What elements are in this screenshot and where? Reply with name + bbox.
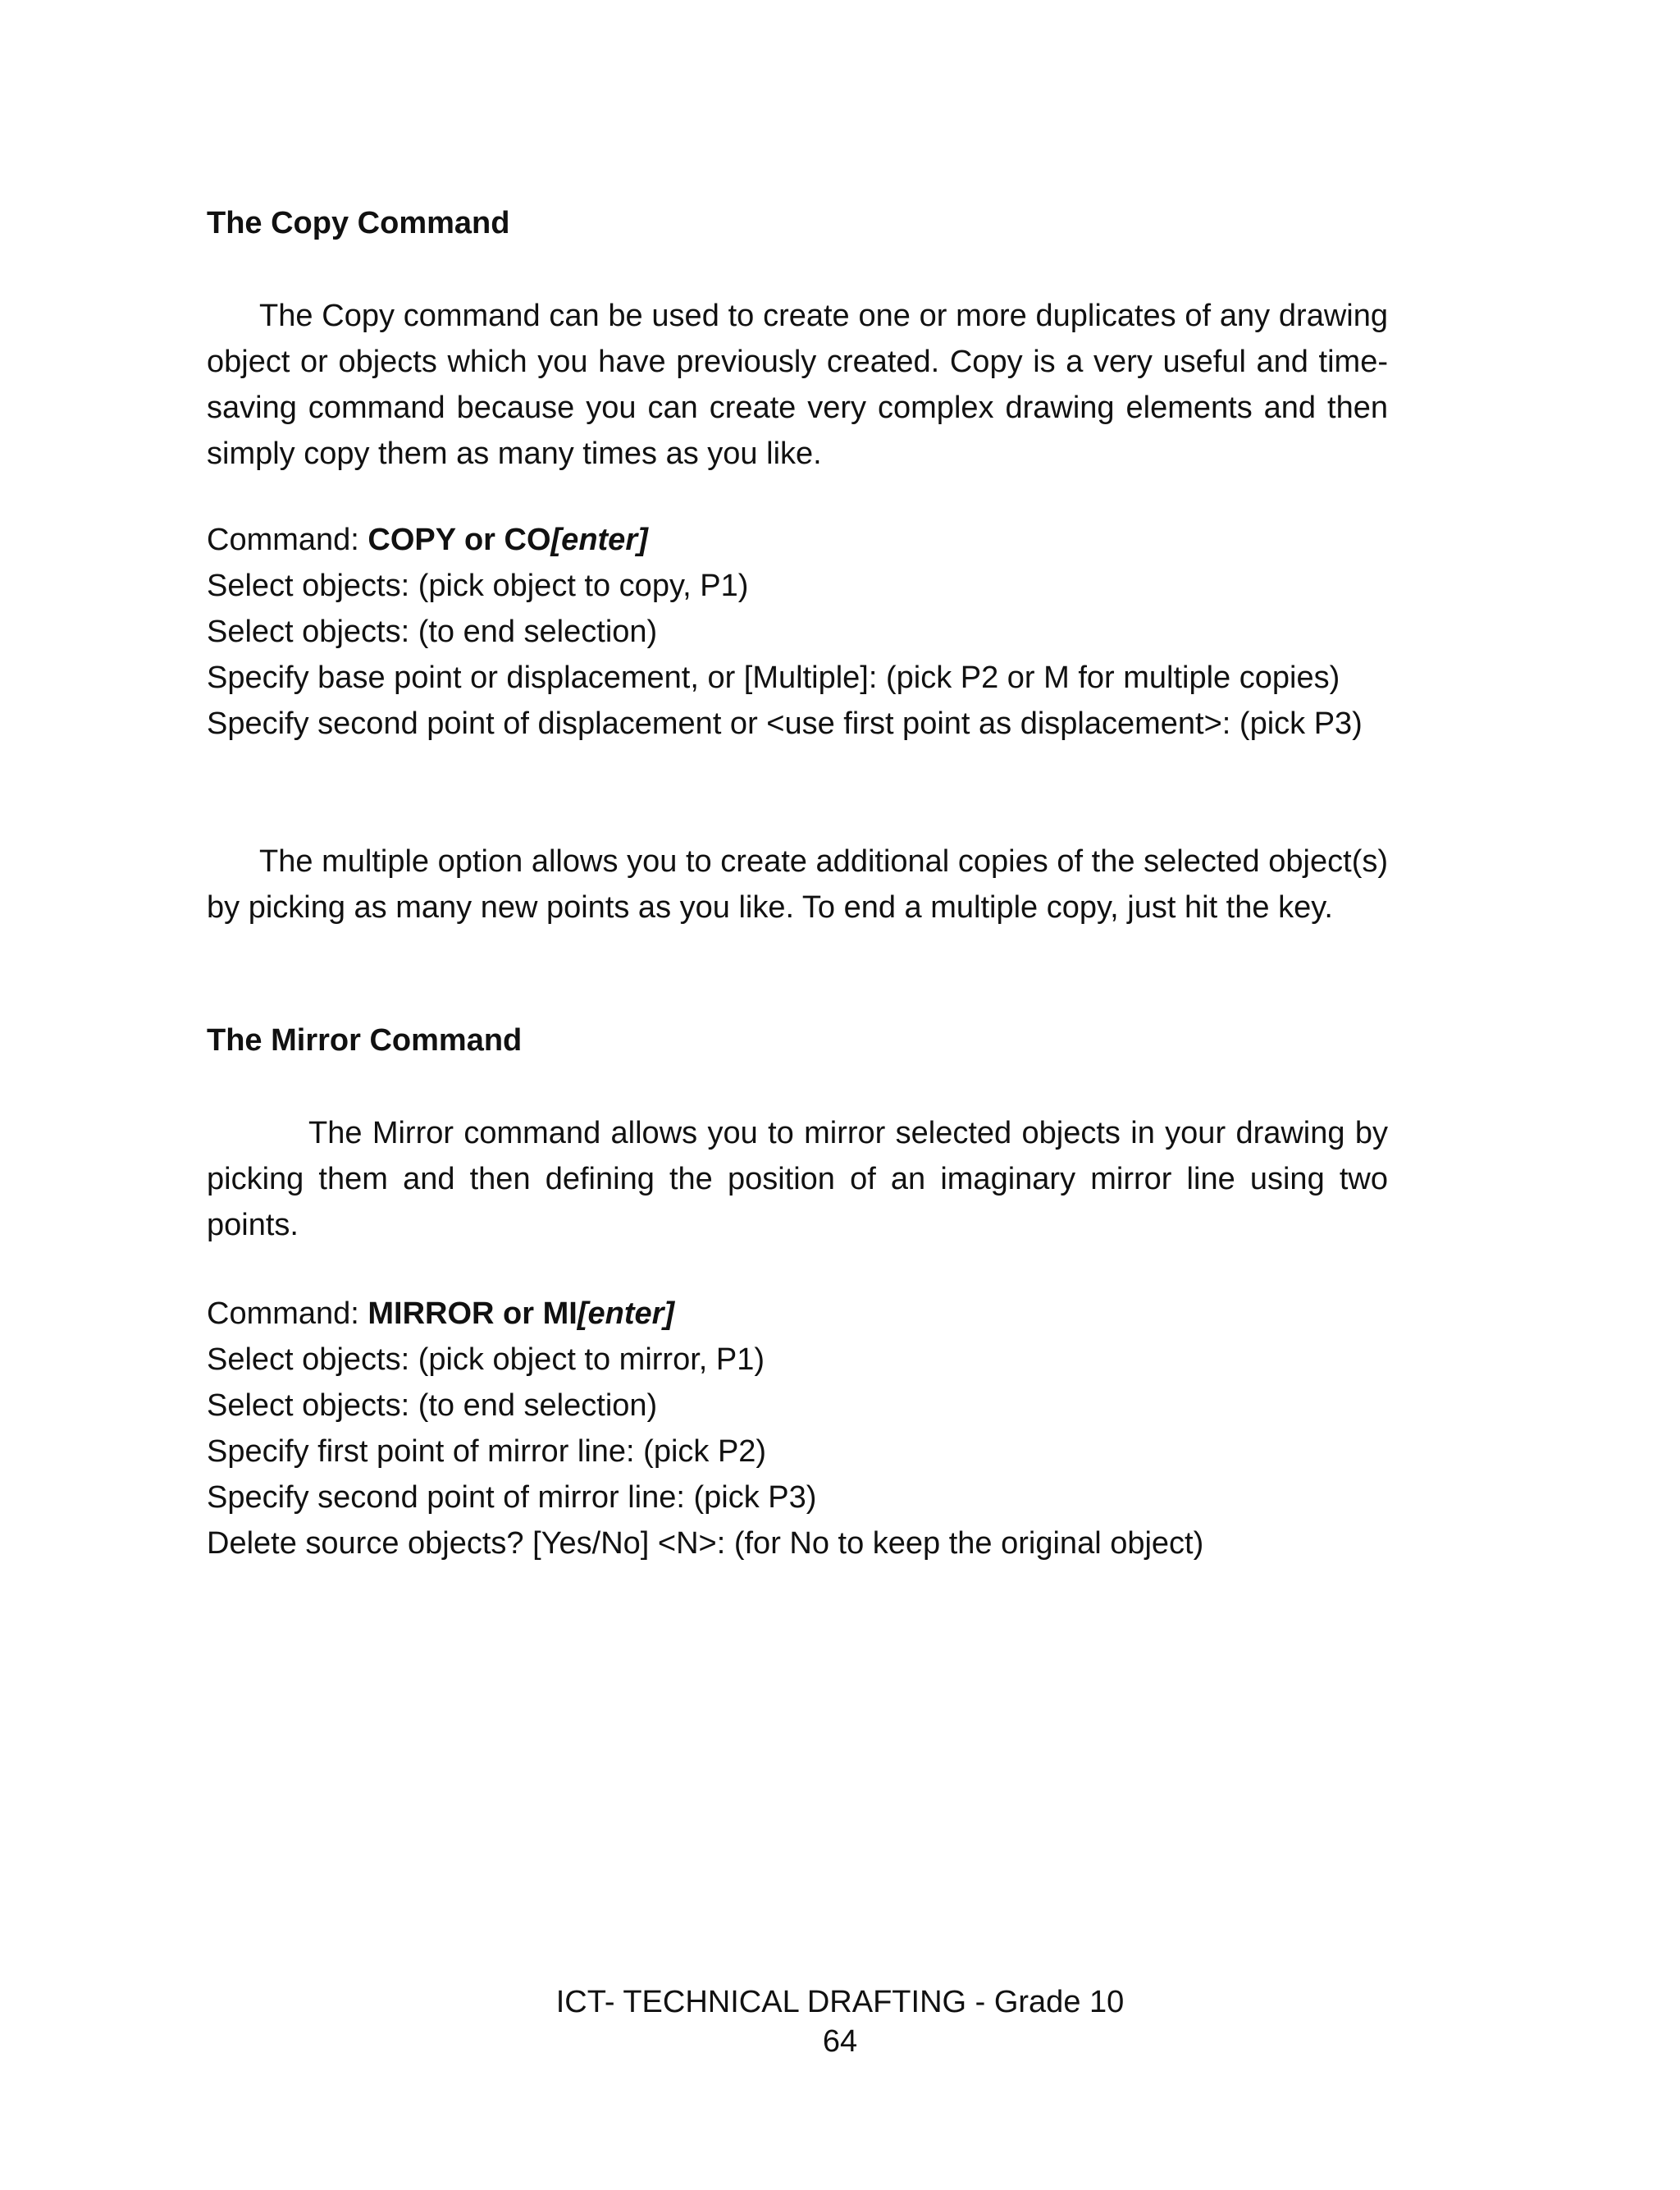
mirror-command-enter: [enter] <box>577 1296 675 1331</box>
copy-step-2: Select objects: (to end selection) <box>207 615 658 649</box>
copy-command-line <box>207 517 1388 563</box>
mirror-step-1: Select objects: (pick object to mirror, P1) <box>207 1342 765 1377</box>
command-label: Command: <box>207 1296 368 1331</box>
copy-command-syntax <box>207 517 1388 747</box>
mirror-command-syntax <box>207 1291 1388 1566</box>
mirror-command-description: The Mirror command allows you to mirror selected objects in your drawing by picking them and then defining the position of an imaginary mirror line using two points. <box>207 1116 1388 1242</box>
mirror-step-4: Specify second point of mirror line: (pick P3) <box>207 1480 817 1515</box>
mirror-command-line <box>207 1291 1388 1337</box>
copy-step-1: Select objects: (pick object to copy, P1) <box>207 569 749 603</box>
copy-command-description: The Copy command can be used to create one or more duplicates of any drawing object or objects which you have previously created. Copy is a very useful and time-saving command because you can create very complex drawing elements and then simply copy them as many times as you like. <box>207 299 1388 471</box>
copy-step-3: Specify base point or displacement, or [Multiple]: (pick P2 or M for multiple copies) <box>207 661 1340 695</box>
footer-title: ICT- TECHNICAL DRAFTING - Grade 10 <box>555 1985 1125 2019</box>
mirror-step-3: Specify first point of mirror line: (pick P2) <box>207 1434 767 1469</box>
page-number: 64 <box>822 2024 858 2059</box>
mirror-step-5: Delete source objects? [Yes/No] <N>: (for No to keep the original object) <box>207 1526 1204 1561</box>
mirror-command-name: MIRROR or MI <box>368 1296 578 1331</box>
copy-command-heading: The Copy Command <box>207 206 510 240</box>
copy-step-4: Specify second point of displacement or <use first point as displacement>: (pick P3) <box>207 706 1363 741</box>
mirror-step-2: Select objects: (to end selection) <box>207 1388 658 1423</box>
copy-command-enter: [enter] <box>550 523 648 557</box>
document-page <box>207 0 1388 2190</box>
copy-multiple-note: The multiple option allows you to create additional copies of the selected object(s) by picking as many new points as you like. To end a multiple copy, just hit the key. <box>207 844 1388 925</box>
command-label: Command: <box>207 523 368 557</box>
copy-command-name: COPY or CO <box>368 523 551 557</box>
mirror-command-heading: The Mirror Command <box>207 1023 523 1058</box>
